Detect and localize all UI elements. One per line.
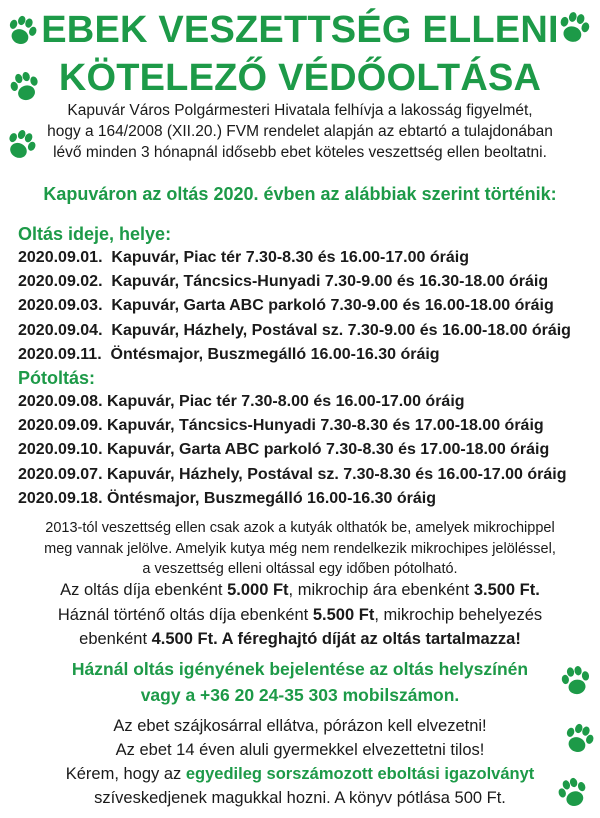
schedule-row [18,270,571,294]
makeup-place-time: Kapuvár, Garta ABC parkoló 7.30-8.30 és 17.00-18.00 óráig [106,441,550,459]
makeup-row [18,487,567,511]
intro-paragraph [0,100,600,163]
makeup-row [18,414,567,438]
fee-line [0,627,600,652]
note-line: meg vannak jelölve. Amelyik kutya még nem rendelkezik mikrochipes jelöléssel, [44,540,556,557]
schedule-date: 2020.09.02. [18,273,103,291]
note-line: 2013-tól veszettség ellen csak azok a kutyák olthatók be, amelyek mikrochippel [45,520,555,536]
home-vaccination-request [0,656,600,708]
vaccination-fee: 5.000 Ft [227,581,289,599]
schedule-heading: Oltás ideje, helye: [18,224,172,244]
fee-line [0,603,600,628]
closing-line: szíveskedjenek magukkal hozni. A könyv pótlása 500 Ft. [94,789,506,807]
makeup-date: 2020.09.08. [18,393,103,410]
page-title-line-2: KÖTELEZŐ VÉDŐOLTÁSA [58,57,542,99]
schedule-row [18,246,571,270]
fee-text: Háznál történő oltás díja ebenként [57,605,313,624]
microchip-fee: 3.500 Ft. [473,581,540,599]
page-title-line-1: EBEK VESZETTSÉG ELLENI [41,9,559,51]
schedule-list [18,246,571,367]
fee-text: Az oltás díja ebenként [60,581,228,599]
makeup-place-time: Kapuvár, Piac tér 7.30-8.00 és 16.00-17.00 óráig [106,393,465,410]
microchip-note [0,518,600,580]
fee-text: , mikrochip ára ebenként [288,581,474,599]
schedule-row [18,294,571,318]
makeup-row [18,438,567,462]
schedule-date: 2020.09.04. [18,321,103,339]
closing-line [0,762,600,786]
fee-line [0,578,600,603]
makeup-date: 2020.09.10. [18,441,103,459]
home-microchip-fee: 4.500 Ft. [151,630,218,648]
schedule-row [18,343,571,367]
schedule-place-time: Kapuvár, Piac tér 7.30-8.30 és 16.00-17.00 óráig [111,249,469,266]
makeup-date: 2020.09.07. [18,465,103,483]
request-line: vagy a +36 20 24-35 303 mobilszámon. [140,685,460,705]
makeup-date: 2020.09.09. [18,417,103,435]
schedule-date: 2020.09.01. [18,249,103,266]
makeup-place-time: Kapuvár, Táncsics-Hunyadi 7.30-8.30 és 17.00-18.00 óráig [106,417,544,435]
makeup-place-time: Kapuvár, Házhely, Postával sz. 7.30-8.30 és 16.00-17.00 óráig [106,465,567,483]
schedule-date: 2020.09.03. [18,297,103,315]
schedule-place-time: Kapuvár, Garta ABC parkoló 7.30-9.00 és 16.00-18.00 óráig [111,297,554,315]
intro-line: Kapuvár Város Polgármesteri Hivatala felhívja a lakosság figyelmét, [67,102,533,119]
schedule-place-time: Öntésmajor, Buszmegálló 16.00-16.30 óráig [110,345,440,363]
makeup-date: 2020.09.18. [18,489,103,507]
makeup-place-time: Öntésmajor, Buszmegálló 16.00-16.30 óráig [106,489,437,507]
closing-paragraph [0,714,600,810]
schedule-place-time: Kapuvár, Házhely, Postával sz. 7.30-9.00 és 16.00-18.00 óráig [111,321,571,339]
fee-paragraph [0,578,600,652]
vaccination-booklet-note: egyedileg sorszámozott eboltási igazolványt [185,765,535,783]
home-vaccination-fee: 5.500 Ft [312,605,375,624]
schedule-row [18,319,571,343]
closing-line: Az ebet 14 éven aluli gyermekkel elvezettetni tilos! [115,741,485,759]
deworming-included-note: A féreghajtó díját az oltás tartalmazza! [217,630,521,648]
schedule-subtitle: Kapuváron az oltás 2020. évben az alábbiak szerint történik: [43,184,557,204]
fee-text: , mikrochip behelyezés [374,605,543,624]
note-line: a veszettség elleni oltással egy időben pótolható. [142,561,458,577]
closing-text: Kérem, hogy az [65,765,186,783]
intro-line: lévő minden 3 hónapnál idősebb ebet köteles veszettség ellen beoltatni. [53,144,547,161]
schedule-date: 2020.09.11. [18,345,102,363]
makeup-row [18,390,567,414]
schedule-place-time: Kapuvár, Táncsics-Hunyadi 7.30-9.00 és 16.30-18.00 óráig [111,273,549,291]
closing-line: Az ebet szájkosárral ellátva, pórázon kell elvezetni! [113,717,487,735]
makeup-row [18,463,567,487]
makeup-list [18,390,567,511]
makeup-heading: Pótoltás: [18,368,96,388]
intro-line: hogy a 164/2008 (XII.20.) FVM rendelet alapján az ebtartó a tulajdonában [47,123,553,140]
request-line: Háznál oltás igényének bejelentése az oltás helyszínén [71,659,529,679]
fee-text: ebenként [79,630,152,648]
